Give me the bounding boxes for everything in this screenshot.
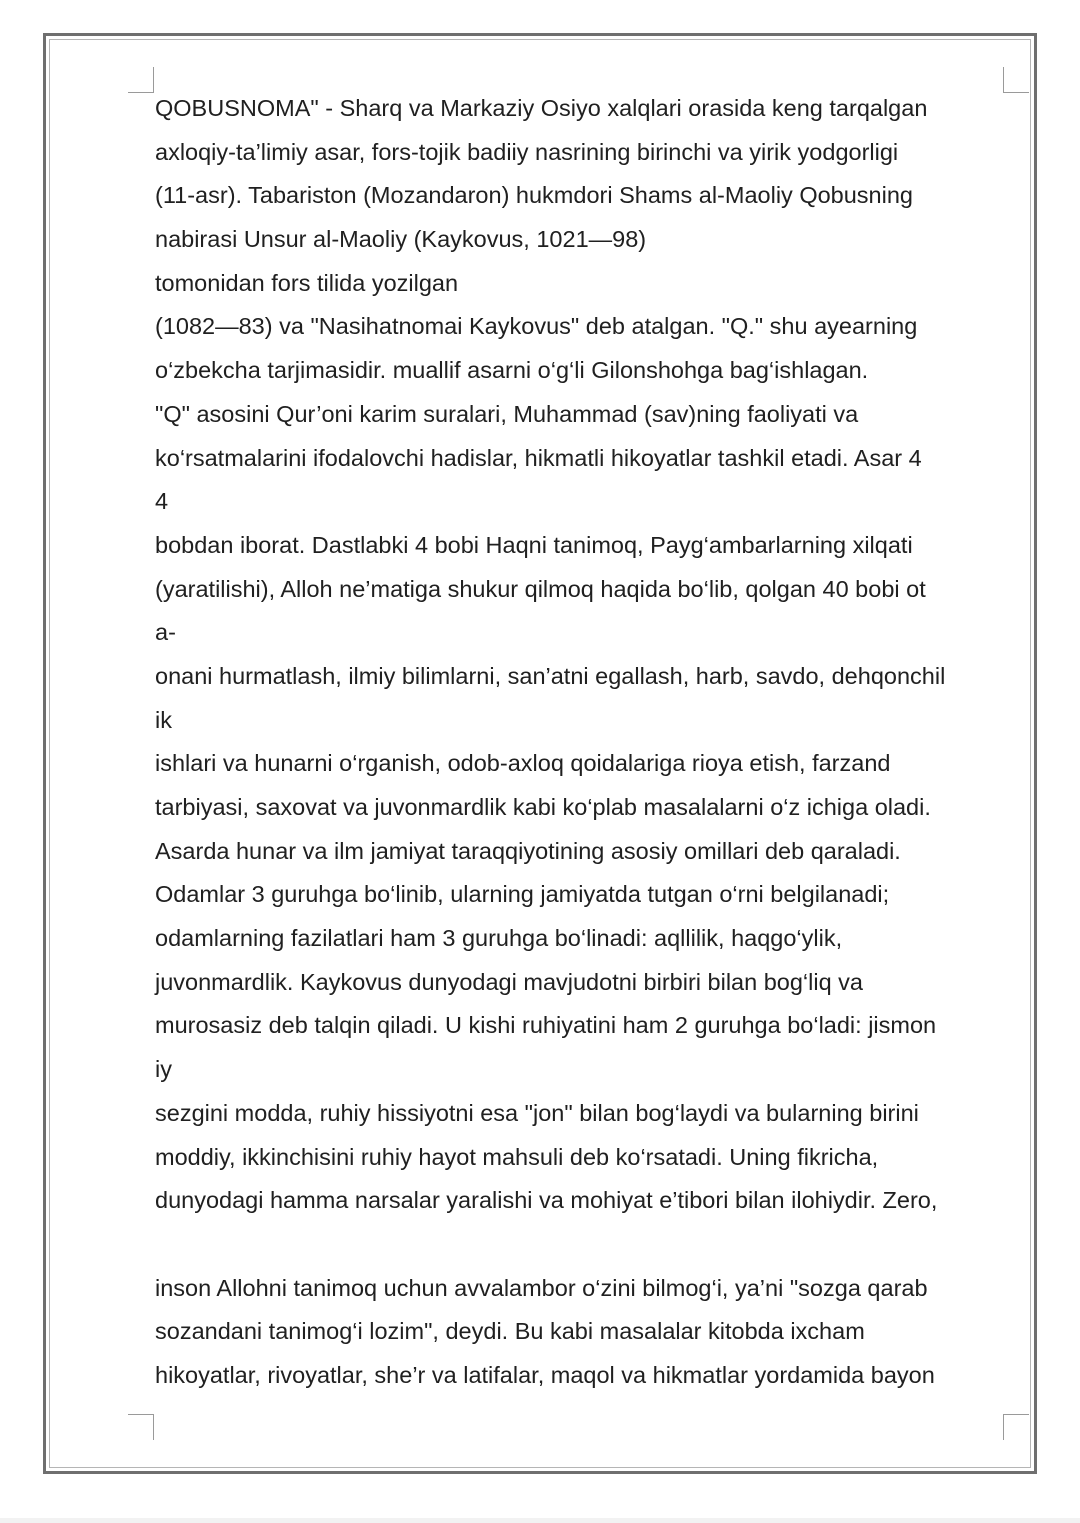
text-line: a- — [155, 619, 176, 646]
text-line: axloqiy-ta’limiy asar, fors-tojik badiiy nasrining birinchi va yirik yodgorligi — [155, 138, 899, 165]
text-line: onani hurmatlash, ilmiy bilimlarni, san’atni egallash, harb, savdo, dehqonchil — [155, 662, 946, 689]
text-line: (yaratilishi), Alloh ne’matiga shukur qilmoq haqida bo‘lib, qolgan 40 bobi ot — [155, 575, 926, 602]
text-line: murosasiz deb talqin qiladi. U kishi ruhiyatini ham 2 guruhga bo‘ladi: jismon — [155, 1012, 937, 1039]
blank-line — [155, 1223, 1025, 1267]
text-line: (11-asr). Tabariston (Mozandaron) hukmdori Shams al-Maoliy Qobusning — [155, 182, 913, 209]
text-line: ko‘rsatmalarini ifodalovchi hadislar, hikmatli hikoyatlar tashkil etadi. Asar 4 — [155, 444, 922, 471]
text-line: Asarda hunar va ilm jamiyat taraqqiyotining asosiy omillari deb qaraladi. — [155, 837, 901, 864]
bottom-right-margin-marker — [1003, 1414, 1029, 1440]
text-line: 4 — [155, 488, 169, 515]
text-line: iy — [155, 1056, 172, 1083]
text-line: tarbiyasi, saxovat va juvonmardlik kabi ko‘plab masalalarni o‘z ichiga oladi. — [155, 794, 931, 820]
text-line: "Q" asosini Qur’oni karim suralari, Muhammad (sav)ning faoliyati va — [155, 400, 859, 427]
bottom-background-band — [0, 1518, 1080, 1523]
text-line: moddiy, ikkinchisini ruhiy hayot mahsuli deb ko‘rsatadi. Uning fikricha, — [155, 1143, 879, 1170]
text-line: juvonmardlik. Kaykovus dunyodagi mavjudotni birbiri bilan bog‘liq va — [155, 968, 863, 995]
text-line: ishlari va hunarni o‘rganish, odob-axloq qoidalariga rioya etish, farzand — [155, 750, 891, 777]
text-line: dunyodagi hamma narsalar yaralishi va mohiyat e’tibori bilan ilohiydir. Zero, — [155, 1187, 938, 1214]
text-line: sezgini modda, ruhiy hissiyotni esa "jon" bilan bog‘laydi va bularning birini — [155, 1099, 919, 1126]
text-line: Odamlar 3 guruhga bo‘linib, ularning jamiyatda tutgan o‘rni belgilanadi; — [155, 881, 890, 908]
text-line: sozandani tanimog‘i lozim", deydi. Bu kabi masalalar kitobda ixcham — [155, 1318, 865, 1345]
text-line: ik — [155, 706, 172, 733]
text-line: o‘zbekcha tarjimasidir. muallif asarni o‘g‘li Gilonshohga bag‘ishlagan. — [155, 357, 869, 384]
text-line: inson Allohni tanimoq uchun avvalambor o‘zini bilmog‘i, ya’ni "sozga qarab — [155, 1274, 928, 1301]
text-line: QOBUSNOMA" - Sharq va Markaziy Osiyo xalqlari orasida keng tarqalgan — [155, 95, 928, 121]
text-line: tomonidan fors tilida yozilgan — [155, 269, 459, 296]
bottom-left-margin-marker — [128, 1414, 154, 1440]
text-line: (1082—83) va "Nasihatnomai Kaykovus" deb atalgan. "Q." shu ayearning — [155, 313, 918, 340]
text-line: odamlarning fazilatlari ham 3 guruhga bo‘linadi: aqllilik, haqgo‘ylik, — [155, 925, 843, 952]
text-line: hikoyatlar, rivoyatlar, she’r va latifalar, maqol va hikmatlar yordamida bayon — [155, 1361, 935, 1388]
text-line: bobdan iborat. Dastlabki 4 bobi Haqni tanimoq, Payg‘ambarlarning xilqati — [155, 531, 913, 558]
text-line: nabirasi Unsur al-Maoliy (Kaykovus, 1021—98) — [155, 226, 647, 253]
document-text-body — [155, 87, 1025, 1398]
top-left-margin-marker — [128, 67, 154, 93]
